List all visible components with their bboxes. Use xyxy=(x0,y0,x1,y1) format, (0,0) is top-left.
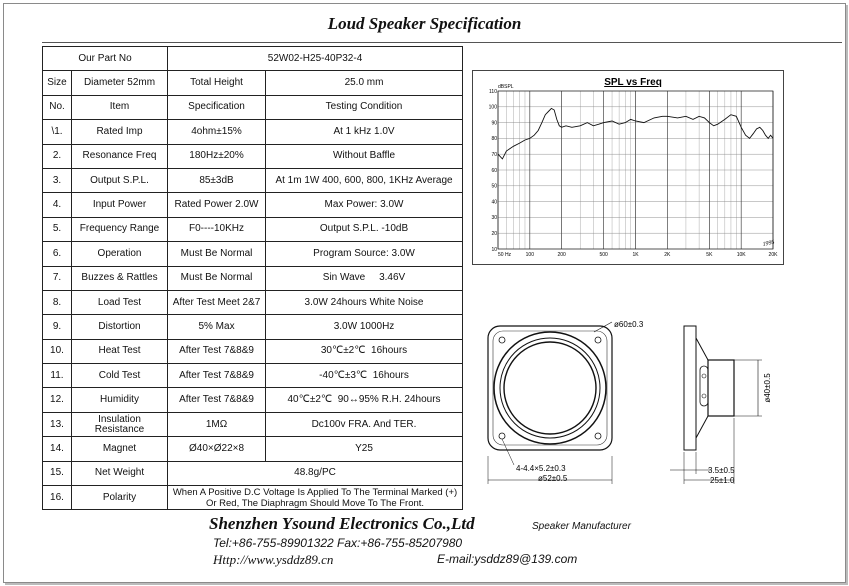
x-tick-label: 50 Hz xyxy=(498,252,512,258)
spl-chart xyxy=(473,71,783,264)
front-cone xyxy=(504,342,596,434)
row-cond: At 1m 1W 400, 600, 800, 1KHz Average xyxy=(266,168,463,192)
x-tick-label: 500 xyxy=(599,252,608,258)
row-cond: 3.0W 1000Hz xyxy=(266,315,463,339)
spec-row xyxy=(43,144,463,168)
x-ticks xyxy=(498,252,778,258)
net-weight-value: 48.8g/PC xyxy=(168,461,463,485)
row-item: Humidity xyxy=(72,388,168,412)
row-spec: 4ohm±15% xyxy=(168,120,266,144)
y-tick-label: 50 xyxy=(491,183,497,190)
row-spec: After Test 7&8&9 xyxy=(168,339,266,363)
front-view xyxy=(488,320,644,484)
row-cond: -40℃±3℃ 16hours xyxy=(266,364,463,388)
company-name: Shenzhen Ysound Electronics Co.,Ltd xyxy=(209,514,475,533)
x-tick-label: 1K xyxy=(632,252,639,258)
spec-table xyxy=(42,46,463,510)
magnet-depth-dimension: 3.5±0.5 xyxy=(708,466,735,475)
terminal xyxy=(700,366,708,406)
row-no: 8. xyxy=(43,290,72,314)
polarity-value: When A Positive D.C Voltage Is Applied To The Terminal Marked (+) Or Red, The Diaphragm Should Move To The Front. xyxy=(168,486,463,510)
row-spec: Must Be Normal xyxy=(168,266,266,290)
row-no: 14. xyxy=(43,437,72,461)
row-item: Frequency Range xyxy=(72,217,168,241)
spec-row xyxy=(43,364,463,388)
hole-dimension: ø60±0.3 xyxy=(614,320,644,329)
front-rim xyxy=(494,332,606,444)
spl-chart-box xyxy=(472,70,784,265)
spec-row xyxy=(43,266,463,290)
row-item: Magnet xyxy=(72,437,168,461)
x-tick-label: 10K xyxy=(736,252,746,258)
row-item: Cold Test xyxy=(72,364,168,388)
row-no: 13. xyxy=(43,412,72,436)
row-spec: 85±3dB xyxy=(168,168,266,192)
y-tick-label: 110 xyxy=(489,88,497,95)
slot-dimension: 4-4.4×5.2±0.3 xyxy=(516,464,566,473)
row-cond: 3.0W 24hours White Noise xyxy=(266,290,463,314)
spec-row xyxy=(43,242,463,266)
row-spec: After Test 7&8&9 xyxy=(168,364,266,388)
total-depth-dimension: 25±1.0 xyxy=(710,476,735,485)
spec-row xyxy=(43,412,463,436)
row-cond: 30℃±2℃ 16hours xyxy=(266,339,463,363)
row-no: 10. xyxy=(43,339,72,363)
company-tagline: Speaker Manufacturer xyxy=(532,521,631,532)
row-no: 4. xyxy=(43,193,72,217)
dimension-drawings xyxy=(472,318,782,490)
row-no: 7. xyxy=(43,266,72,290)
row-no: 5. xyxy=(43,217,72,241)
chart-annotation: 1995 xyxy=(762,239,776,248)
size-height-label: Total Height xyxy=(168,71,266,95)
mount-hole-tl xyxy=(499,337,505,343)
x-tick-label: 5K xyxy=(706,252,713,258)
size-diameter: Diameter 52mm xyxy=(72,71,168,95)
y-tick-label: 90 xyxy=(491,120,497,127)
side-diameter-dimension: ø40±0.5 xyxy=(763,373,772,403)
website-link[interactable]: Http://www.ysddz89.cn xyxy=(213,552,334,567)
row-no: \1. xyxy=(43,120,72,144)
part-label: Our Part No xyxy=(43,47,168,71)
row-item: Input Power xyxy=(72,193,168,217)
row-cond: Without Baffle xyxy=(266,144,463,168)
y-tick-label: 10 xyxy=(491,246,497,253)
row-cond: Max Power: 3.0W xyxy=(266,193,463,217)
mount-hole-bl xyxy=(499,433,505,439)
header-row xyxy=(43,95,463,119)
spec-row xyxy=(43,290,463,314)
y-tick-label: 80 xyxy=(491,136,497,143)
y-tick-label: 30 xyxy=(491,215,497,222)
front-frame xyxy=(488,326,612,450)
row-no: 12. xyxy=(43,388,72,412)
mount-hole-tr xyxy=(595,337,601,343)
row-no: 11. xyxy=(43,364,72,388)
size-label: Size xyxy=(43,71,72,95)
row-item: Rated Imp xyxy=(72,120,168,144)
title-rule xyxy=(42,42,842,43)
y-tick-label: 70 xyxy=(491,152,497,158)
size-height-value: 25.0 mm xyxy=(266,71,463,95)
size-row xyxy=(43,71,463,95)
row-spec: 180Hz±20% xyxy=(168,144,266,168)
row-spec: Ø40×Ø22×8 xyxy=(168,437,266,461)
row-no: 9. xyxy=(43,315,72,339)
document-title: Loud Speaker Specification xyxy=(327,14,522,33)
row-item: Buzzes & Rattles xyxy=(72,266,168,290)
y-tick-label: 20 xyxy=(491,231,497,237)
row-item: Operation xyxy=(72,242,168,266)
row-spec: 5% Max xyxy=(168,315,266,339)
x-tick-label: 2K xyxy=(664,252,671,258)
mount-hole-br xyxy=(595,433,601,439)
contact-phone-fax: Tel:+86-755-89901322 Fax:+86-755-85207980 xyxy=(213,536,463,550)
polarity-no: 16. xyxy=(43,486,72,510)
x-tick-label: 200 xyxy=(557,252,566,258)
row-item: Distortion xyxy=(72,315,168,339)
row-no: 2. xyxy=(43,144,72,168)
header-no: No. xyxy=(43,95,72,119)
spec-row xyxy=(43,217,463,241)
front-surround xyxy=(500,338,600,438)
header-cond: Testing Condition xyxy=(266,95,463,119)
row-no: 3. xyxy=(43,168,72,192)
side-magnet xyxy=(708,360,734,416)
spec-row xyxy=(43,193,463,217)
part-value: 52W02-H25-40P32-4 xyxy=(168,47,463,71)
chart-title: SPL vs Freq xyxy=(604,77,662,88)
spec-row xyxy=(43,315,463,339)
row-spec: Must Be Normal xyxy=(168,242,266,266)
y-tick-label: 100 xyxy=(488,104,497,111)
y-tick-label: 60 xyxy=(491,167,497,174)
header-spec: Specification xyxy=(168,95,266,119)
spec-row xyxy=(43,437,463,461)
spec-row xyxy=(43,388,463,412)
net-weight-label: Net Weight xyxy=(72,461,168,485)
x-tick-label: 20K xyxy=(768,252,778,258)
row-cond: Dc100v FRA. And TER. xyxy=(266,412,463,436)
row-spec: After Test Meet 2&7 xyxy=(168,290,266,314)
spec-row xyxy=(43,120,463,144)
side-cone xyxy=(696,338,708,438)
net-weight-no: 15. xyxy=(43,461,72,485)
side-frame xyxy=(684,326,696,450)
row-cond: Output S.P.L. -10dB xyxy=(266,217,463,241)
spec-row xyxy=(43,168,463,192)
x-tick-label: 100 xyxy=(525,252,534,258)
row-spec: 1MΩ xyxy=(168,412,266,436)
width-dimension: ø52±0.5 xyxy=(538,474,568,483)
row-spec: F0----10KHz xyxy=(168,217,266,241)
header-item: Item xyxy=(72,95,168,119)
row-cond: 40℃±2℃ 90↔95% R.H. 24hours xyxy=(266,388,463,412)
part-row xyxy=(43,47,463,71)
row-item: Resonance Freq xyxy=(72,144,168,168)
row-item: Output S.P.L. xyxy=(72,168,168,192)
side-view xyxy=(670,326,772,485)
row-cond: Sin Wave 3.46V xyxy=(266,266,463,290)
row-no: 6. xyxy=(43,242,72,266)
y-tick-label: 40 xyxy=(491,199,497,206)
row-spec: After Test 7&8&9 xyxy=(168,388,266,412)
row-cond: At 1 kHz 1.0V xyxy=(266,120,463,144)
net-weight-row xyxy=(43,461,463,485)
row-cond: Program Source: 3.0W xyxy=(266,242,463,266)
row-item: Insulation Resistance xyxy=(72,412,168,436)
row-spec: Rated Power 2.0W xyxy=(168,193,266,217)
chart-ylabel: dBSPL xyxy=(498,84,514,90)
row-cond: Y25 xyxy=(266,437,463,461)
polarity-label: Polarity xyxy=(72,486,168,510)
row-item: Load Test xyxy=(72,290,168,314)
polarity-row xyxy=(43,486,463,510)
spec-row xyxy=(43,339,463,363)
email-link[interactable]: E-mail:ysddz89@139.com xyxy=(437,552,578,566)
y-ticks xyxy=(489,89,498,253)
row-item: Heat Test xyxy=(72,339,168,363)
